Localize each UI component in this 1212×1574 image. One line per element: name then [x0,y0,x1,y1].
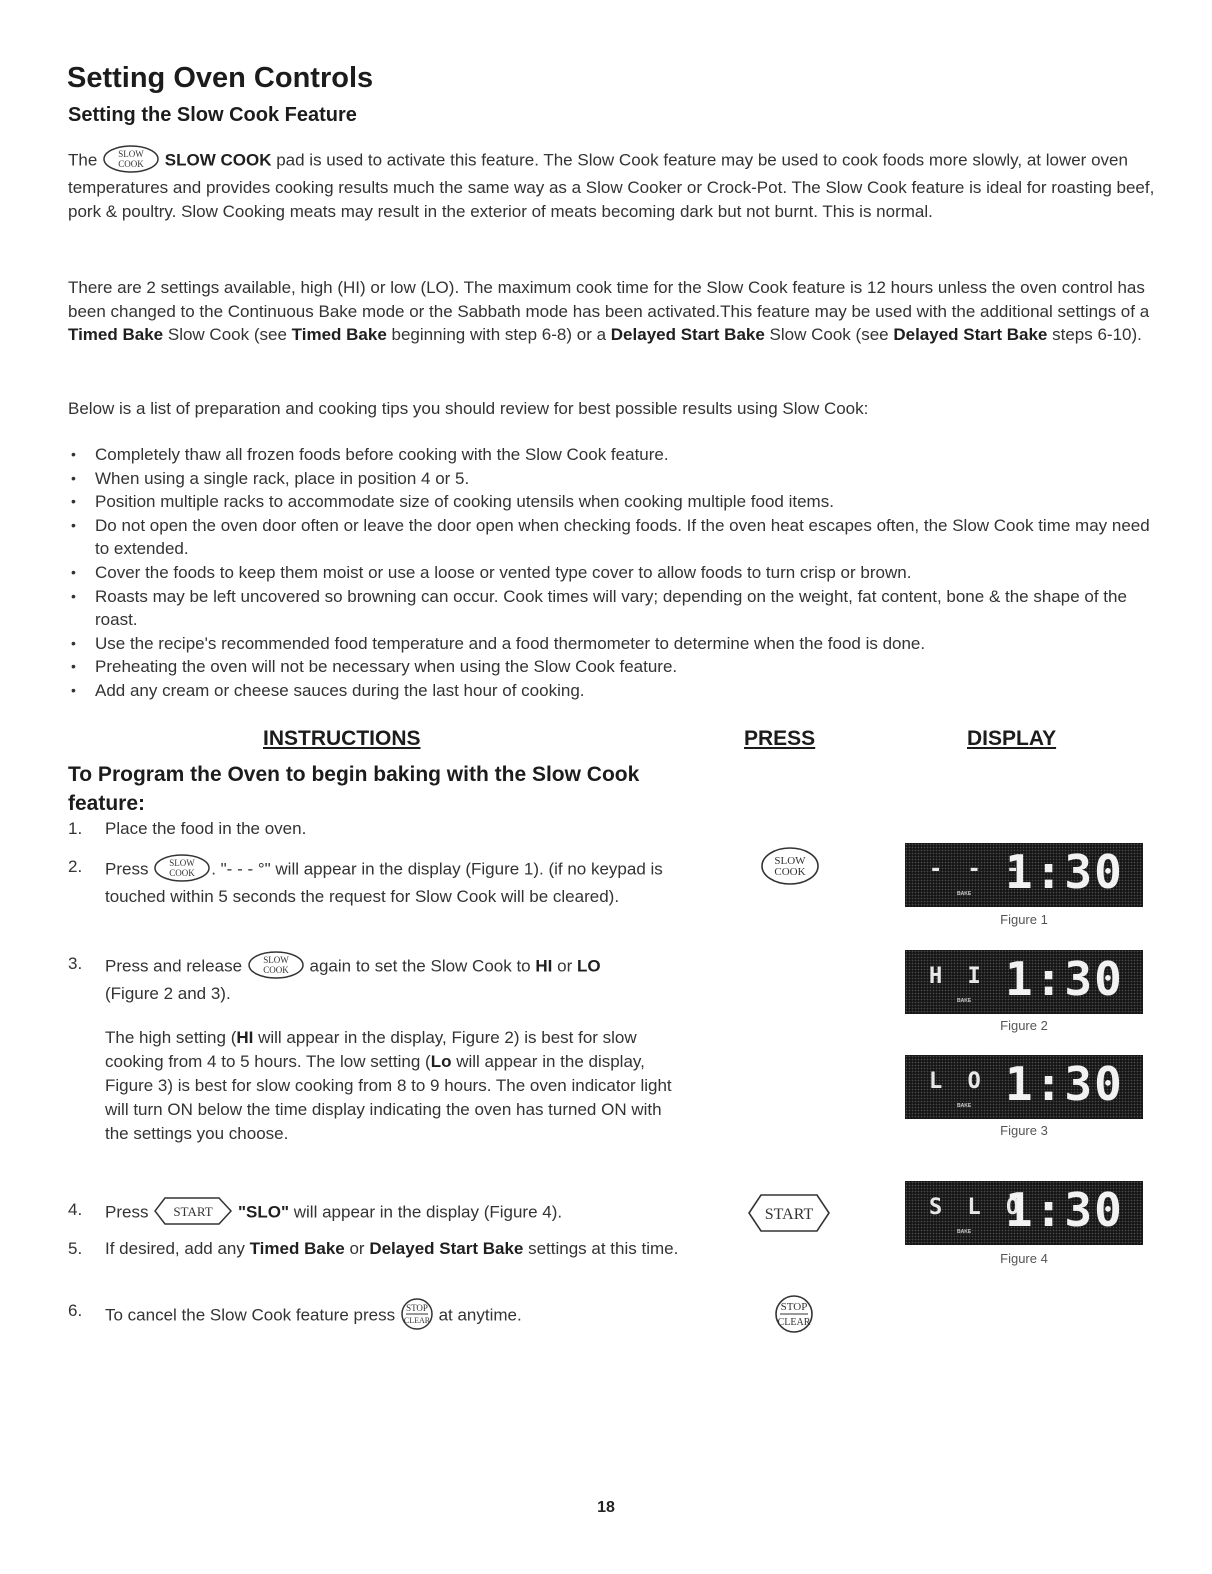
intro-text: The [68,150,98,170]
step-number: 6. [68,1301,83,1320]
slow-cook-icon-label-bottom: COOK [263,965,289,975]
slow-cook-pad-icon [247,950,305,980]
display-mode-text: - - - [929,857,1026,882]
step-2 [68,855,688,909]
step-4 [68,1198,688,1228]
step-text-part: or [349,1239,365,1258]
display-time-text: 1:30 [1005,1057,1124,1111]
display-figure-4 [905,1181,1143,1245]
slow-cook-bold-label: SLOW COOK [164,150,272,170]
step-3-detail [105,1026,688,1146]
step-number: 4. [68,1200,83,1219]
start-icon-label: START [764,1206,814,1223]
step-text [105,855,688,909]
list-item: • Do not open the oven door often or leave the door open when checking foods. If the oven heat escapes often, the Slow Cook time may need to extended. [68,514,1158,561]
list-item: • Position multiple racks to accommodate size of cooking utensils when cooking multiple food items. [68,490,1158,514]
figure-caption: Figure 2 [1000,1018,1048,1033]
display-time-text: 1:30 [1005,1183,1124,1237]
hi-setting-bold: HI [535,956,553,976]
timed-bake-bold: Timed Bake [291,325,387,345]
step-number: 3. [68,954,83,973]
intro-text: Slow Cook (see [167,325,287,345]
list-item: • Roasts may be left uncovered so browning can occur. Cook times will vary; depending on the weight, fat content, bone & the shape of the roast. [68,585,1158,632]
step-text-part: will appear in the display, Figure 2) is best for slow cooking from 4 to 5 hours. The low setting ( [105,1028,637,1071]
intro-text: Slow Cook (see [769,325,889,345]
intro-paragraph-1 [68,146,1158,223]
display-mode-text: H I [929,964,987,989]
timed-bake-bold: Timed Bake [68,325,164,345]
display-mode-text: S L O [929,1195,1026,1220]
figure-caption: Figure 3 [1000,1123,1048,1138]
lo-setting-bold: LO [576,956,601,976]
intro-text: There are 2 settings available, high (HI) or low (LO). The maximum cook time for the Slow Cook feature is 12 hours unless the oven control has been changed to the Continuous Bake mode or the Sabbath mode has been activated.This feature may be used with the additional settings of a [68,278,1150,321]
step-text: Place the food in the oven. [105,819,307,838]
start-pad-icon [153,1196,233,1226]
slow-cook-button[interactable] [760,846,820,891]
display-column-header: DISPLAY [967,727,1057,750]
step-text [105,952,688,1006]
page-number: 18 [597,1499,615,1516]
step-number: 1. [68,819,83,838]
slow-cook-icon-label-bottom: COOK [169,868,195,878]
list-item: • Completely thaw all frozen foods before cooking with the Slow Cook feature. [68,443,1158,467]
intro-paragraph-3: Below is a list of preparation and cooking tips you should review for best possible results using Slow Cook: [68,399,869,418]
display-figure-2 [905,950,1143,1014]
bake-indicator: BAKE [957,1103,972,1109]
timed-bake-bold: Timed Bake [249,1239,345,1258]
slow-cook-pad-icon [102,144,160,174]
bake-indicator: BAKE [957,998,972,1004]
step-text-part: will appear in the display, Figure 3) is best for slow cooking from 8 to 9 hours. The oven indicator light will turn ON below the time display indicating the oven has turned ON with the settings you choose. [105,1052,672,1143]
intro-text: steps 6-10). [1052,325,1142,345]
step-number: 2. [68,857,83,876]
figure-caption: Figure 4 [1000,1251,1048,1266]
lo-setting-bold: Lo [430,1052,452,1071]
list-item: • Preheating the oven will not be necessary when using the Slow Cook feature. [68,655,1158,679]
step-text-part: or [557,956,573,976]
slow-cook-pad-icon [153,853,211,883]
instructions-column-header: INSTRUCTIONS [263,727,421,750]
list-item: • Use the recipe's recommended food temperature and a food thermometer to determine when the food is done. [68,632,1158,656]
display-time-text: 1:30 [1005,845,1124,899]
step-text-part: (Figure 2 and 3). [105,984,231,1003]
intro-text: beginning with step 6-8) or a [391,325,607,345]
delayed-start-bake-bold: Delayed Start Bake [893,325,1048,345]
display-mode-text: L O [929,1069,987,1094]
bake-indicator: BAKE [957,1229,972,1235]
delayed-start-bake-bold: Delayed Start Bake [369,1239,524,1258]
start-icon-label: START [173,1204,213,1219]
step-text-part: at anytime. [438,1305,522,1325]
slow-cook-icon-label-top: SLOW [263,955,289,965]
slow-cook-icon-label-top: SLOW [118,149,144,159]
display-figure-1 [905,843,1143,907]
step-text [105,1198,688,1228]
section-subtitle: Setting the Slow Cook Feature [68,104,357,126]
slo-bold: "SLO" [237,1202,290,1222]
intro-text: pad is used to activate this feature. The Slow Cook feature may be used to cook foods more slowly, at lower oven temperatures and provides cooking results much the same way as a Slow Cooker or Crock-Pot. The Slow Cook feature is ideal for roasting beef, pork & poultry. Slow Cooking meats may result in the exterior of meats becoming dark but not burnt. This is normal. [68,150,1155,221]
step-text-part: Press [105,859,149,879]
list-item: • Cover the foods to keep them moist or use a loose or vented type cover to allow foods to turn crisp or brown. [68,561,1158,585]
list-item: • Add any cream or cheese sauces during the last hour of cooking. [68,679,1158,703]
stop-clear-button[interactable] [774,1294,814,1339]
stop-icon-label: STOP [405,1303,428,1313]
delayed-start-bake-bold: Delayed Start Bake [610,325,765,345]
stop-icon-label: STOP [780,1301,808,1313]
step-text-part: . "- - - °" will appear in the display (Figure 1). (if no keypad is touched within 5 seconds the request for Slow Cook will be cleared). [105,859,663,906]
press-column-header: PRESS [744,727,816,750]
step-text-part: To cancel the Slow Cook feature press [105,1305,396,1325]
step-text-part: The high setting ( [105,1028,237,1047]
slow-cook-icon-label-top: SLOW [774,855,806,867]
list-item: • When using a single rack, place in position 4 or 5. [68,467,1158,491]
step-text-part: If desired, add any [105,1239,245,1258]
program-title: To Program the Oven to begin baking with the Slow Cook feature: [68,763,640,815]
display-time-text: 1:30 [1005,952,1124,1006]
step-text-part: settings at this time. [528,1239,679,1258]
intro-paragraph-2 [68,276,1158,347]
step-text [105,1237,688,1261]
stop-clear-pad-icon [400,1297,434,1331]
figure-caption: Figure 1 [1000,912,1048,927]
step-text-part: Press and release [105,956,243,976]
clear-icon-label: CLEAR [777,1317,811,1328]
step-text [105,1299,688,1333]
step-number: 5. [68,1239,83,1258]
tips-list [68,443,1158,703]
step-text-part: Press [105,1202,149,1222]
page-title: Setting Oven Controls [67,62,374,94]
step-3 [68,952,688,1146]
step-5 [68,1237,688,1261]
start-button[interactable] [747,1193,831,1238]
clear-icon-label: CLEAR [403,1316,430,1325]
step-text-part: again to set the Slow Cook to [309,956,531,976]
slow-cook-icon-label-top: SLOW [169,858,195,868]
bake-indicator: BAKE [957,891,972,897]
hi-setting-bold: HI [236,1028,254,1047]
step-text-part: will appear in the display (Figure 4). [293,1202,563,1222]
slow-cook-icon-label-bottom: COOK [774,866,806,878]
display-figure-3 [905,1055,1143,1119]
step-6 [68,1299,688,1333]
step-1 [68,817,688,841]
slow-cook-icon-label-bottom: COOK [118,159,144,169]
